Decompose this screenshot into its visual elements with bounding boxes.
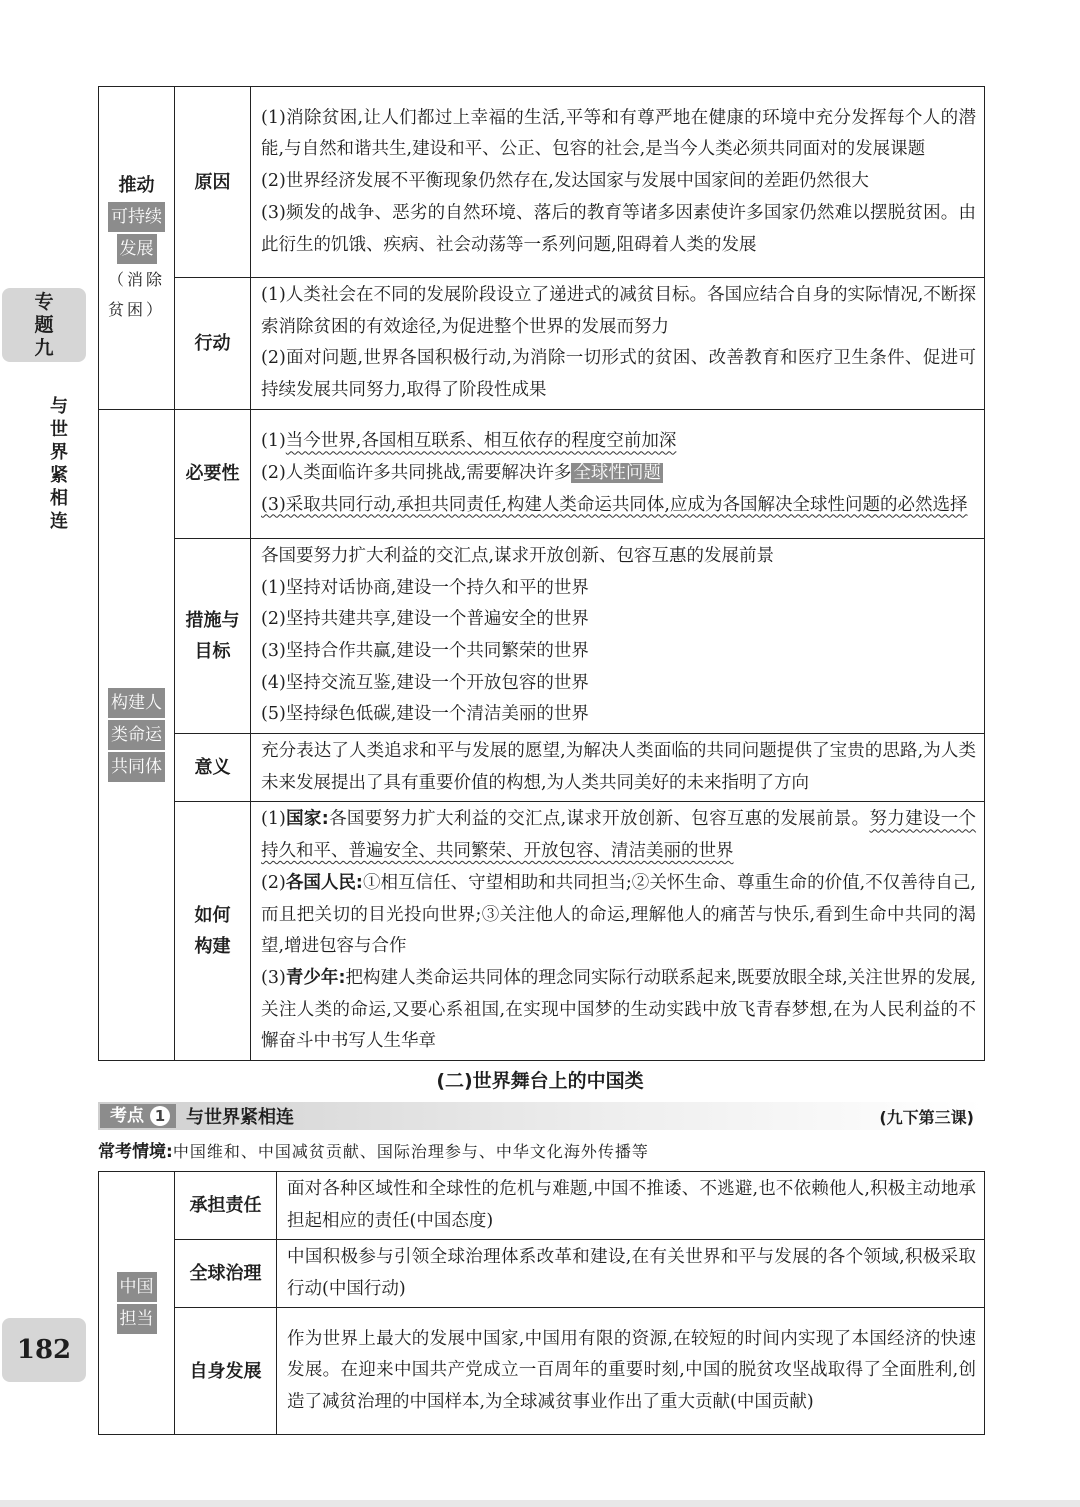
text-fragment: (2)人类面临许多共同挑战,需要解决许多: [261, 462, 572, 483]
scenario-label: 常考情境:: [98, 1142, 173, 1162]
table-row: [99, 87, 985, 278]
highlight-label: 中国: [117, 1272, 157, 1302]
highlight-label: 担当: [117, 1304, 157, 1334]
subcategory-self-development: 自身发展: [175, 1308, 277, 1435]
necessity-content: [251, 409, 985, 538]
highlight-label: 可持续: [108, 202, 165, 232]
common-scenario: [98, 1137, 649, 1162]
kaodian-bar: [98, 1102, 984, 1130]
label-line: 目标: [194, 640, 231, 662]
subcategory-responsibility: 承担责任: [175, 1172, 277, 1240]
subcategory-measures: [175, 538, 251, 733]
topic-subtitle: 与世界紧相连: [50, 396, 68, 532]
table-row: [99, 409, 985, 538]
highlight-label: 类命运: [108, 720, 165, 750]
label-line: 如何: [194, 905, 231, 927]
text-line: [261, 963, 976, 1058]
measures-content: [251, 538, 985, 733]
subcategory-necessity: 必要性: [175, 409, 251, 538]
bold-term: 各国人民:: [285, 872, 363, 893]
label-line: 措施与: [185, 609, 240, 631]
item-number: (1): [261, 431, 286, 452]
responsibility-content: [277, 1172, 985, 1240]
section-title: (二)世界舞台上的中国类: [436, 1070, 644, 1092]
kaodian-label-box: [100, 1104, 176, 1128]
text-line: (1)坚持对话协商,建设一个持久和平的世界: [261, 577, 589, 598]
item-number: (3): [261, 967, 286, 988]
category-label-pre: 推动: [118, 174, 155, 196]
text-line: (2)面对问题,世界各国积极行动,为消除一切形式的贫困、改善教育和医疗卫生条件、促进可持续发展共同努力,取得了阶段性成果: [261, 348, 976, 401]
text-line: (1)消除贫困,让人们都过上幸福的生活,平等和有尊严地在健康的环境中充分发挥每个人的潜能,与自然和谐共生,建设和平、公正、包容的社会,是当今人类必须共同面对的发展课题: [261, 107, 976, 160]
bold-term: 青少年:: [285, 967, 346, 988]
text-line: (5)坚持绿色低碳,建设一个清洁美丽的世界: [261, 704, 589, 725]
knowledge-table-2: [98, 1171, 985, 1435]
text-line: 面对各种区域性和全球性的危机与难题,中国不推诿、不逃避,也不依赖他人,积极主动地承担起相应的责任(中国态度): [287, 1179, 976, 1231]
text-line: 充分表达了人类追求和平与发展的愿望,为解决人类面临的共同问题提供了宝贵的思路,为人类未来发展提出了具有重要价值的构想,为人类共同美好的未来指明了方向: [261, 741, 976, 793]
text-line: (2)世界经济发展不平衡现象仍然存在,发达国家与发展中国家间的差距仍然很大: [261, 171, 869, 192]
table-row: [99, 538, 985, 733]
text-line: (4)坚持交流互鉴,建设一个开放包容的世界: [261, 672, 589, 693]
text-line: [261, 804, 976, 867]
subcategory-reason: 原因: [175, 87, 251, 278]
reason-content: [251, 87, 985, 278]
text-line: (3)坚持合作共赢,建设一个共同繁荣的世界: [261, 640, 589, 661]
text-fragment: 各国要努力扩大利益的交汇点,谋求开放创新、包容互惠的发展前景。: [328, 809, 870, 830]
action-content: [251, 278, 985, 410]
knowledge-table-1: [98, 86, 985, 1061]
table-row: [99, 1240, 985, 1308]
table-row: [99, 1308, 985, 1435]
table-row: [99, 802, 985, 1061]
kaodian-lesson: (九下第三课): [879, 1107, 974, 1127]
kaodian-title: 与世界紧相连: [186, 1107, 294, 1128]
text-fragment: 把构建人类命运共同体的理念同实际行动联系起来,既要放眼全球,关注世界的发展,关注人类的命运,又要心系祖国,在实现中国梦的生动实践中放飞青春梦想,在为人民利益的不懈奋斗中书写人生华章: [261, 967, 977, 1052]
text-line: 各国要努力扩大利益的交汇点,谋求开放创新、包容互惠的发展前景: [261, 545, 775, 566]
text-line: 作为世界上最大的发展中国家,中国用有限的资源,在较短的时间内实现了本国经济的快速发展。在迎来中国共产党成立一百周年的重要时刻,中国的脱贫攻坚战取得了全面胜利,创造了减贫治理的中国样本,为全球减贫事业作出了重大贡献(中国贡献): [287, 1328, 976, 1412]
text-line: [261, 458, 976, 490]
text-line: [261, 868, 976, 963]
text-line: 中国积极参与引领全球治理体系改革和建设,在有关世界和平与发展的各个领域,积极采取行动(中国行动): [287, 1247, 976, 1299]
table-row: [99, 278, 985, 410]
subcategory-global-governance: 全球治理: [175, 1240, 277, 1308]
text-line: [261, 490, 976, 522]
item-number: (1): [261, 809, 286, 830]
text-line: [261, 426, 976, 458]
highlight-term: 全球性问题: [573, 462, 661, 483]
wavy-text: 努力建设一个持久和平、普遍安全、共同繁荣、开放包容、清洁美丽的世界: [261, 809, 977, 862]
wavy-text: (3)采取共同行动,承担共同责任,构建人类命运共同体,应成为各国解决全球性问题的必然选择: [261, 494, 968, 515]
subcategory-significance: 意义: [175, 734, 251, 802]
page-number-tab: [2, 1318, 86, 1382]
topic-label: 专题九: [34, 290, 54, 359]
page-number: 182: [16, 1335, 72, 1365]
kaodian-number: 1: [150, 1106, 170, 1126]
text-fragment: ①相互信任、守望相助和共同担当;②关怀生命、尊重生命的价值,不仅善待自己,而且把关切的目光投向世界;③关注他人的命运,理解他人的痛苦与快乐,看到生命中共同的渴望,增进包容与合作: [261, 872, 976, 957]
text-line: (3)频发的战争、恶劣的自然环境、落后的教育等诸多因素使许多国家仍然难以摆脱贫困。由此衍生的饥饿、疾病、社会动荡等一系列问题,阻碍着人类的发展: [261, 202, 976, 255]
governance-content: [277, 1240, 985, 1308]
bold-term: 国家:: [285, 809, 329, 830]
topic-tab: [2, 288, 86, 362]
text-line: (1)人类社会在不同的发展阶段设立了递进式的减贫目标。各国应结合自身的实际情况,不断探索消除贫困的有效途径,为促进整个世界的发展而努力: [261, 285, 976, 337]
scenario-value: 中国维和、中国减贫贡献、国际治理参与、中华文化海外传播等: [172, 1142, 649, 1161]
how-content: [251, 802, 985, 1061]
item-number: (2): [261, 872, 286, 893]
label-line: 构建: [194, 936, 231, 958]
highlight-label: 构建人: [108, 688, 165, 718]
page-bottom-strip: [0, 1500, 1080, 1507]
table-row: [99, 1172, 985, 1240]
wavy-text: 当今世界,各国相互联系、相互依存的程度空前加深: [285, 431, 677, 452]
text-line: (2)坚持共建共享,建设一个普遍安全的世界: [261, 609, 589, 630]
significance-content: [251, 734, 985, 802]
self-development-content: [277, 1308, 985, 1435]
category-community-shared-future: [99, 409, 175, 1060]
subcategory-action: 行动: [175, 278, 251, 410]
category-sustainable-development: [99, 87, 175, 410]
category-label-paren: （消除贫困）: [107, 269, 165, 319]
category-china-responsibility: [99, 1172, 175, 1435]
highlight-label: 发展: [117, 234, 157, 264]
table-row: [99, 734, 985, 802]
highlight-label: 共同体: [108, 752, 165, 782]
kaodian-label: 考点: [110, 1106, 144, 1126]
subcategory-how-to-build: [175, 802, 251, 1061]
